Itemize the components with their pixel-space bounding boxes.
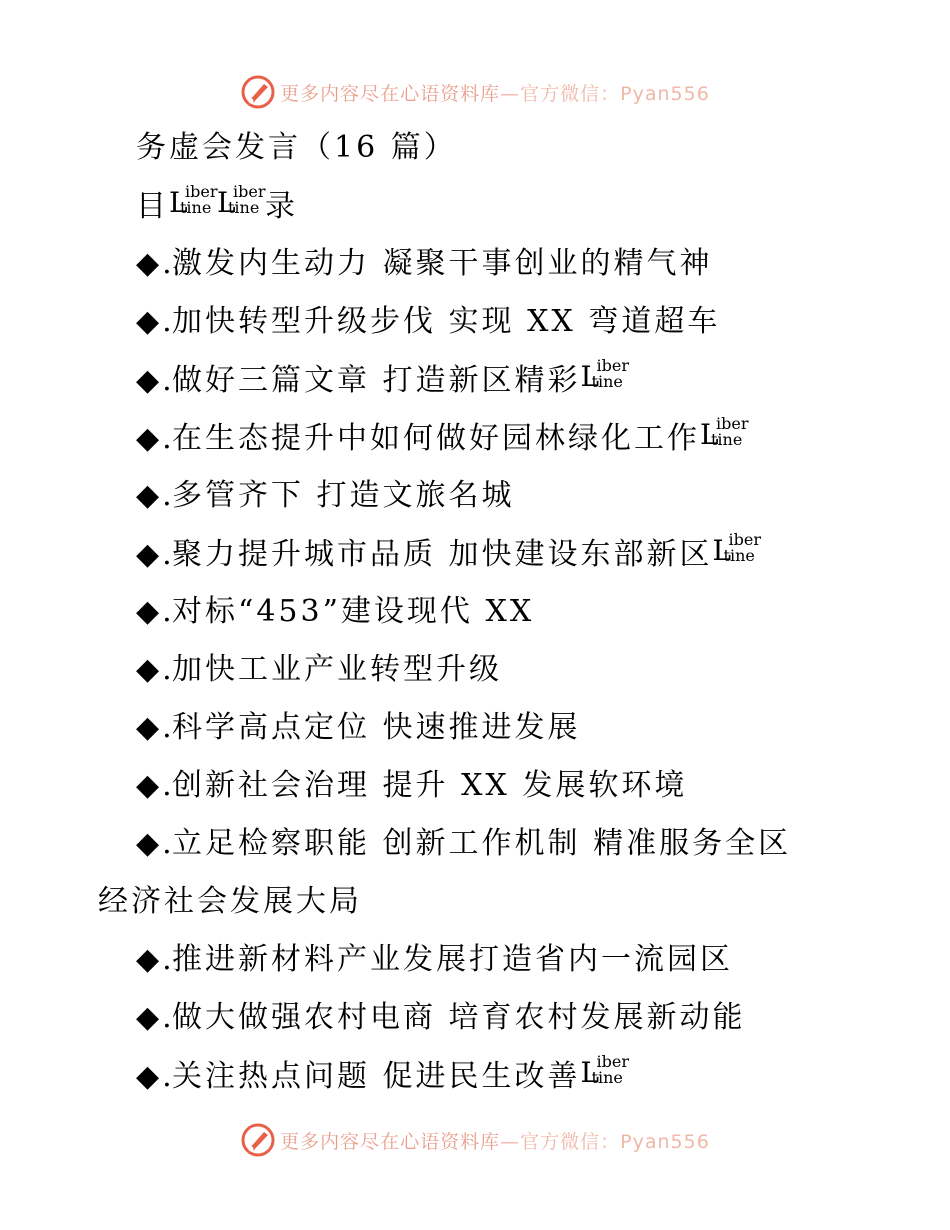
toc-item <box>136 530 762 575</box>
toc-item <box>136 592 534 632</box>
liber-ligature: L iber tine <box>700 414 749 451</box>
watermark-contact: 官方微信：Pyan556 <box>520 1130 710 1153</box>
toc-item <box>136 244 713 284</box>
bullet-diamond-icon: ◆. <box>136 1059 175 1094</box>
watermark-banner-top <box>0 70 950 114</box>
bullet-diamond-icon: ◆. <box>136 421 175 456</box>
watermark-text <box>280 79 710 106</box>
bullet-diamond-icon: ◆. <box>136 537 175 572</box>
watermark-text <box>280 1127 710 1154</box>
toc-item <box>136 940 733 980</box>
toc-item <box>136 1052 630 1097</box>
watermark-banner-bottom <box>0 1118 950 1162</box>
toc-item-text: 科学高点定位 快速推进发展 <box>172 710 581 745</box>
bullet-diamond-icon: ◆. <box>136 304 175 339</box>
liber-ligature: L iber tine <box>580 1052 630 1089</box>
liber-ligature: L iber tine <box>580 356 630 393</box>
bullet-diamond-icon: ◆. <box>136 363 175 398</box>
bullet-diamond-icon: ◆. <box>136 652 175 687</box>
document-title: 务虚会发言（16 篇） <box>136 130 457 165</box>
toc-item-text: 做大做强农村电商 培育农村发展新动能 <box>172 1000 746 1035</box>
toc-item <box>136 356 630 401</box>
bullet-diamond-icon: ◆. <box>136 768 175 803</box>
toc-item-text: 加快工业产业转型升级 <box>172 652 502 687</box>
toc-item-text: 对标“453”建设现代 XX <box>172 594 535 629</box>
toc-item <box>136 766 687 806</box>
bullet-diamond-icon: ◆. <box>136 478 175 513</box>
toc-item-text: 立足检察职能 创新工作机制 精准服务全区 <box>172 826 792 861</box>
toc-heading-end: 录 <box>265 189 298 224</box>
toc-item-text: 做好三篇文章 打造新区精彩 <box>172 363 581 398</box>
toc-item <box>136 708 581 748</box>
bullet-diamond-icon: ◆. <box>136 942 175 977</box>
brush-logo-icon <box>240 74 276 110</box>
watermark-main: 更多内容尽在心语资料库 <box>280 1130 501 1153</box>
toc-heading-start: 目 <box>136 189 169 224</box>
brush-logo-icon <box>240 1122 276 1158</box>
bullet-diamond-icon: ◆. <box>136 710 175 745</box>
toc-heading <box>136 182 298 227</box>
watermark-dash: — <box>500 1130 521 1153</box>
bullet-diamond-icon: ◆. <box>136 246 175 281</box>
toc-item-text: 加快转型升级步伐 实现 XX 弯道超车 <box>172 304 721 339</box>
toc-item <box>136 650 502 690</box>
toc-item-text: 多管齐下 打造文旅名城 <box>172 478 515 513</box>
toc-item <box>136 824 791 864</box>
toc-item <box>136 998 746 1038</box>
liber-ligature: L iber tine <box>169 182 218 219</box>
bullet-diamond-icon: ◆. <box>136 594 175 629</box>
toc-item-text: 在生态提升中如何做好园林绿化工作 <box>172 421 700 456</box>
toc-item <box>136 414 749 459</box>
toc-item-text: 创新社会治理 提升 XX 发展软环境 <box>172 768 688 803</box>
toc-item-text: 推进新材料产业发展打造省内一流园区 <box>172 942 733 977</box>
watermark-contact: 官方微信：Pyan556 <box>520 82 710 105</box>
bullet-diamond-icon: ◆. <box>136 826 175 861</box>
toc-item <box>136 476 515 516</box>
toc-item <box>136 302 720 342</box>
watermark-main: 更多内容尽在心语资料库 <box>280 82 501 105</box>
toc-item-text: 关注热点问题 促进民生改善 <box>172 1059 581 1094</box>
bullet-diamond-icon: ◆. <box>136 1000 175 1035</box>
liber-ligature: L iber tine <box>712 530 762 567</box>
watermark-dash: — <box>500 82 521 105</box>
toc-item-continuation: 经济社会发展大局 <box>98 884 362 919</box>
liber-ligature: L iber tine <box>217 182 266 219</box>
toc-item-text: 聚力提升城市品质 加快建设东部新区 <box>172 537 713 572</box>
toc-item-text: 激发内生动力 凝聚干事创业的精气神 <box>172 246 713 281</box>
